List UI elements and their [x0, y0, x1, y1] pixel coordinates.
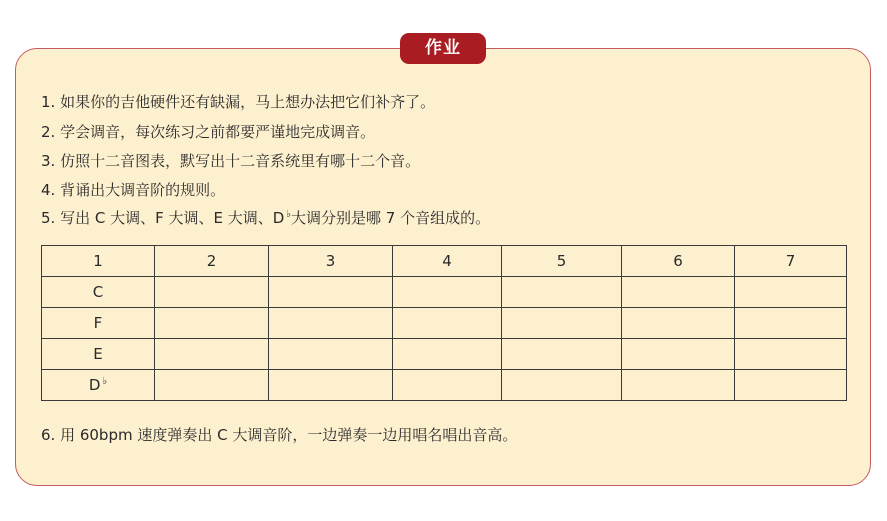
homework-item-5: [41, 207, 490, 232]
empty-cell[interactable]: [622, 277, 735, 308]
empty-cell[interactable]: [155, 370, 269, 401]
homework-item-4: 4. 背诵出大调音阶的规则。: [41, 181, 226, 199]
empty-cell[interactable]: [155, 308, 269, 339]
empty-cell[interactable]: [622, 339, 735, 370]
homework-item-2: 2. 学会调音，每次练习之前都要严谨地完成调音。: [41, 123, 376, 141]
header-cell: 5: [502, 246, 622, 277]
row-key: F: [42, 308, 155, 339]
header-cell: 2: [155, 246, 269, 277]
empty-cell[interactable]: [502, 370, 622, 401]
empty-cell[interactable]: [735, 339, 847, 370]
empty-cell[interactable]: [393, 339, 502, 370]
row-key: [42, 370, 155, 401]
row-key: C: [42, 277, 155, 308]
empty-cell[interactable]: [269, 277, 393, 308]
homework-badge: 作业: [400, 33, 486, 64]
homework-item-1: 1. 如果你的吉他硬件还有缺漏，马上想办法把它们补齐了。: [41, 93, 436, 111]
empty-cell[interactable]: [622, 370, 735, 401]
empty-cell[interactable]: [393, 370, 502, 401]
header-cell: 7: [735, 246, 847, 277]
table-row: [42, 370, 847, 401]
row-key-note: D: [88, 376, 101, 394]
homework-item-3: 3. 仿照十二音图表，默写出十二音系统里有哪十二个音。: [41, 152, 421, 170]
table-header-row: [42, 246, 847, 277]
scale-table: [41, 245, 847, 401]
homework-item-5-text-b: 大调分别是哪 7 个音组成的。: [291, 209, 491, 227]
empty-cell[interactable]: [269, 308, 393, 339]
empty-cell[interactable]: [622, 308, 735, 339]
homework-item-6: 6. 用 60bpm 速度弹奏出 C 大调音阶，一边弹奏一边用唱名唱出音高。: [41, 426, 518, 444]
flat-sign: ♭: [286, 209, 292, 220]
empty-cell[interactable]: [393, 308, 502, 339]
empty-cell[interactable]: [735, 308, 847, 339]
homework-item-5-text-a: 5. 写出 C 大调、F 大调、E 大调、D: [41, 209, 285, 227]
empty-cell[interactable]: [502, 277, 622, 308]
empty-cell[interactable]: [155, 277, 269, 308]
row-key: E: [42, 339, 155, 370]
header-cell: 6: [622, 246, 735, 277]
empty-cell[interactable]: [155, 339, 269, 370]
flat-sign: ♭: [102, 376, 108, 387]
table-row: [42, 339, 847, 370]
empty-cell[interactable]: [393, 277, 502, 308]
empty-cell[interactable]: [269, 370, 393, 401]
header-cell: 3: [269, 246, 393, 277]
empty-cell[interactable]: [502, 339, 622, 370]
empty-cell[interactable]: [502, 308, 622, 339]
empty-cell[interactable]: [269, 339, 393, 370]
empty-cell[interactable]: [735, 370, 847, 401]
table-row: [42, 277, 847, 308]
table-row: [42, 308, 847, 339]
header-cell: 1: [42, 246, 155, 277]
empty-cell[interactable]: [735, 277, 847, 308]
header-cell: 4: [393, 246, 502, 277]
